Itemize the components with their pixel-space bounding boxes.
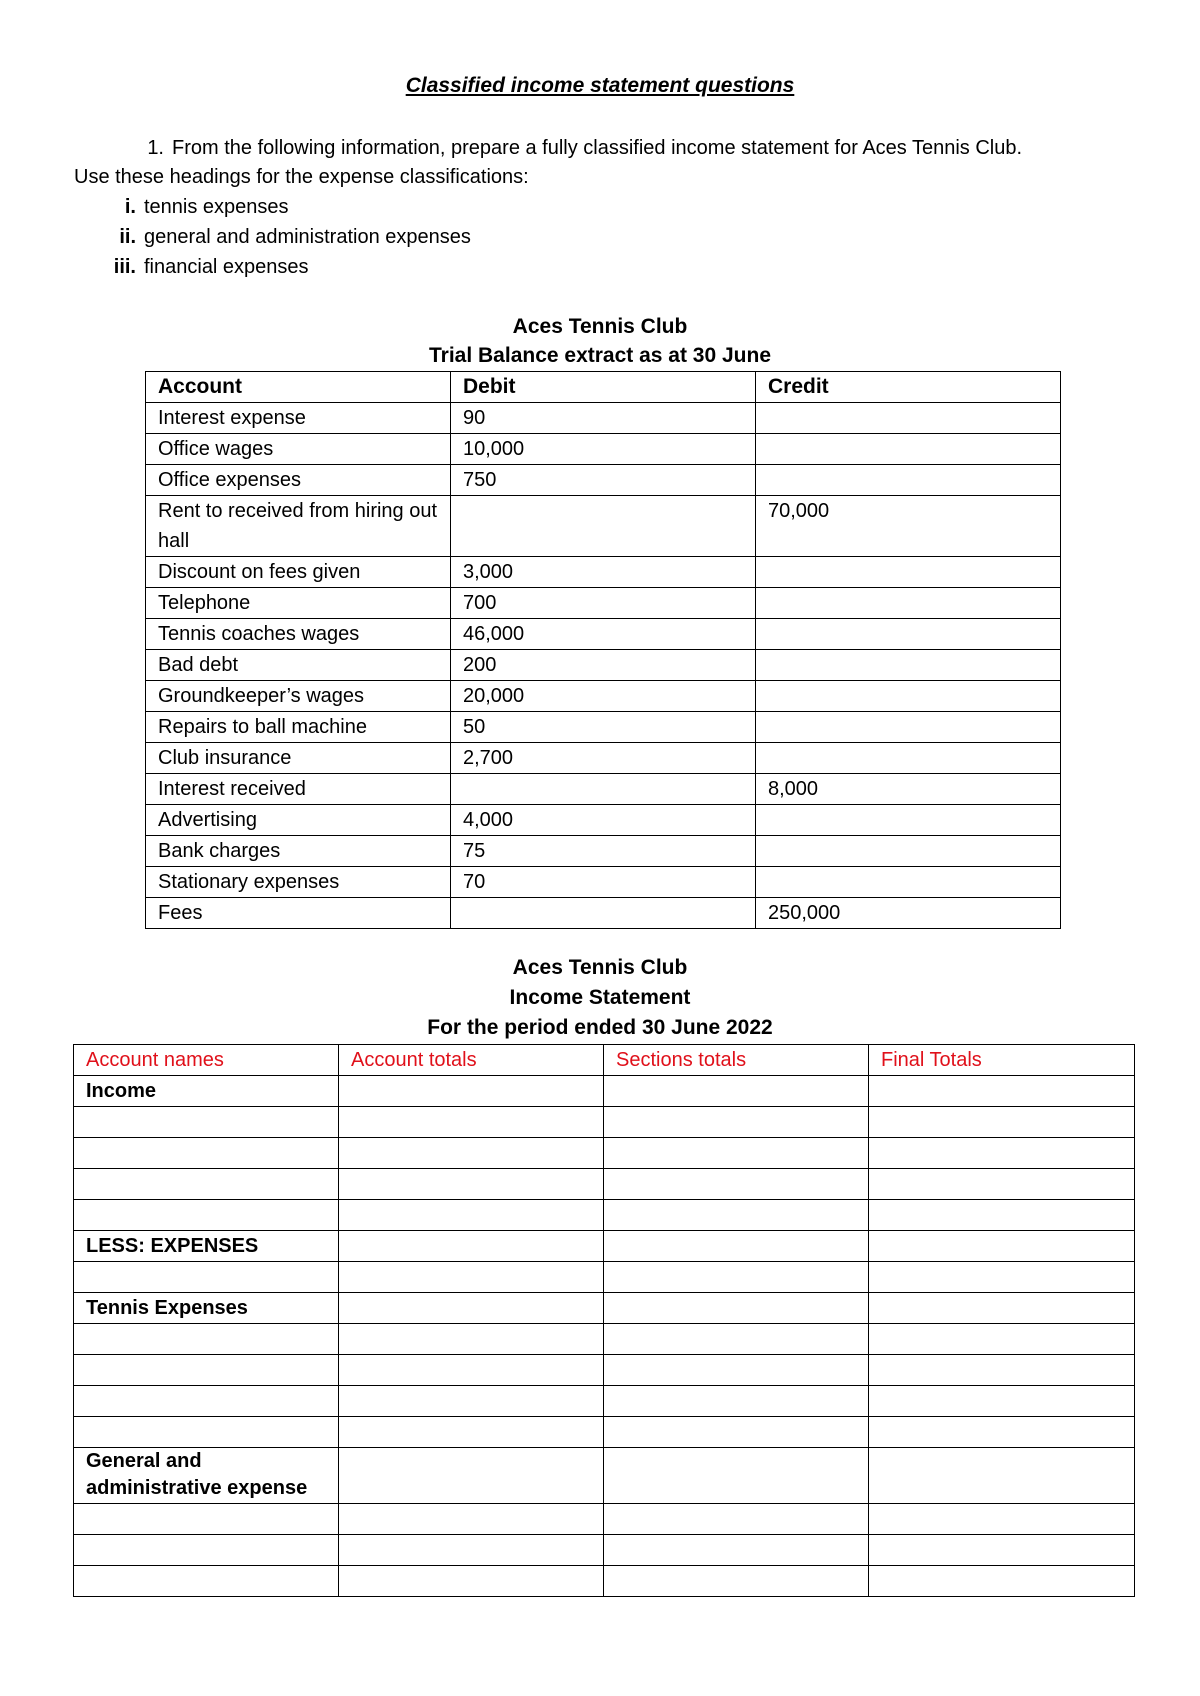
- table-row: [74, 1076, 1135, 1107]
- blank-cell[interactable]: [604, 1324, 869, 1355]
- table-cell: Stationary expenses: [146, 867, 451, 898]
- table-row: [146, 557, 1061, 588]
- table-row: [146, 712, 1061, 743]
- table-cell: Groundkeeper’s wages: [146, 681, 451, 712]
- list-item: [74, 222, 471, 252]
- table-row: [74, 1324, 1135, 1355]
- table-row: [146, 681, 1061, 712]
- table-row: [146, 465, 1061, 496]
- table-cell: 8,000: [756, 774, 1061, 805]
- account-name-cell: [74, 1324, 339, 1355]
- blank-cell[interactable]: [339, 1262, 604, 1293]
- blank-cell[interactable]: [339, 1535, 604, 1566]
- blank-cell[interactable]: [339, 1138, 604, 1169]
- blank-cell[interactable]: [869, 1231, 1135, 1262]
- table-cell: Telephone: [146, 588, 451, 619]
- table-cell: Interest received: [146, 774, 451, 805]
- list-item-text: financial expenses: [144, 256, 309, 278]
- table-cell: [756, 403, 1061, 434]
- table-row: [74, 1355, 1135, 1386]
- table-row: [146, 836, 1061, 867]
- table-cell: [756, 465, 1061, 496]
- blank-cell[interactable]: [604, 1535, 869, 1566]
- blank-cell[interactable]: [869, 1169, 1135, 1200]
- table-row: [146, 496, 1061, 557]
- account-name-cell: Income: [74, 1076, 339, 1107]
- column-header: Sections totals: [604, 1045, 869, 1076]
- account-name-cell: [74, 1107, 339, 1138]
- blank-cell[interactable]: [604, 1200, 869, 1231]
- table-row: [74, 1535, 1135, 1566]
- blank-cell[interactable]: [604, 1417, 869, 1448]
- table-cell: [756, 681, 1061, 712]
- blank-cell[interactable]: [869, 1386, 1135, 1417]
- blank-cell[interactable]: [604, 1355, 869, 1386]
- table-cell: [756, 712, 1061, 743]
- blank-cell[interactable]: [869, 1138, 1135, 1169]
- table-cell: Advertising: [146, 805, 451, 836]
- question-text-line2: Use these headings for the expense classifications:: [74, 166, 529, 188]
- table-row: [146, 619, 1061, 650]
- table-row: [146, 867, 1061, 898]
- account-name-cell: [74, 1504, 339, 1535]
- trial-balance-subheading: Trial Balance extract as at 30 June: [428, 344, 772, 367]
- blank-cell[interactable]: [604, 1262, 869, 1293]
- blank-cell[interactable]: [604, 1293, 869, 1324]
- blank-cell[interactable]: [869, 1107, 1135, 1138]
- table-cell: [451, 774, 756, 805]
- list-marker: ii.: [119, 226, 136, 248]
- table-cell: 200: [451, 650, 756, 681]
- table-header-row: [74, 1045, 1135, 1076]
- page-title: Classified income statement questions: [405, 74, 795, 97]
- table-cell: 75: [451, 836, 756, 867]
- table-cell: 50: [451, 712, 756, 743]
- question-text: From the following information, prepare a fully classified income statement for Aces Tennis Club.: [172, 137, 1023, 159]
- blank-cell[interactable]: [604, 1386, 869, 1417]
- table-row: [146, 743, 1061, 774]
- blank-cell[interactable]: [339, 1324, 604, 1355]
- question-number: 1.: [147, 137, 164, 159]
- list-item-text: general and administration expenses: [144, 226, 471, 248]
- table-row: [74, 1138, 1135, 1169]
- blank-cell[interactable]: [869, 1293, 1135, 1324]
- blank-cell[interactable]: [869, 1076, 1135, 1107]
- table-cell: [756, 557, 1061, 588]
- table-cell: [756, 867, 1061, 898]
- blank-cell[interactable]: [869, 1262, 1135, 1293]
- table-row: [74, 1417, 1135, 1448]
- blank-cell[interactable]: [604, 1448, 869, 1504]
- table-cell: [756, 805, 1061, 836]
- blank-cell[interactable]: [869, 1355, 1135, 1386]
- blank-cell[interactable]: [339, 1566, 604, 1597]
- trial-balance-heading: Aces Tennis Club: [512, 315, 688, 338]
- table-cell: Bank charges: [146, 836, 451, 867]
- table-cell: Rent to received from hiring out hall: [146, 496, 451, 557]
- list-item-text: tennis expenses: [144, 196, 289, 218]
- blank-cell[interactable]: [604, 1231, 869, 1262]
- account-name-cell: [74, 1535, 339, 1566]
- column-header: Debit: [451, 372, 756, 403]
- table-cell: Club insurance: [146, 743, 451, 774]
- account-name-cell: [74, 1200, 339, 1231]
- blank-cell[interactable]: [339, 1355, 604, 1386]
- blank-cell[interactable]: [339, 1200, 604, 1231]
- table-row: [74, 1293, 1135, 1324]
- blank-cell[interactable]: [339, 1169, 604, 1200]
- column-header: Credit: [756, 372, 1061, 403]
- account-name-cell: LESS: EXPENSES: [74, 1231, 339, 1262]
- blank-cell[interactable]: [339, 1231, 604, 1262]
- table-cell: Repairs to ball machine: [146, 712, 451, 743]
- account-name-cell: [74, 1355, 339, 1386]
- question-intro: [74, 134, 1154, 192]
- blank-cell[interactable]: [604, 1504, 869, 1535]
- table-row: [74, 1107, 1135, 1138]
- table-cell: 46,000: [451, 619, 756, 650]
- blank-cell[interactable]: [869, 1324, 1135, 1355]
- table-cell: [756, 619, 1061, 650]
- table-cell: 4,000: [451, 805, 756, 836]
- table-row: [146, 588, 1061, 619]
- table-cell: [451, 496, 756, 557]
- table-row: [74, 1169, 1135, 1200]
- column-header: Account names: [74, 1045, 339, 1076]
- table-cell: 750: [451, 465, 756, 496]
- table-row: [74, 1448, 1135, 1504]
- blank-cell[interactable]: [339, 1107, 604, 1138]
- account-name-cell: [74, 1138, 339, 1169]
- blank-cell[interactable]: [339, 1386, 604, 1417]
- account-name-cell: [74, 1417, 339, 1448]
- blank-cell[interactable]: [604, 1107, 869, 1138]
- blank-cell[interactable]: [604, 1566, 869, 1597]
- table-cell: 20,000: [451, 681, 756, 712]
- table-cell: 700: [451, 588, 756, 619]
- table-row: [146, 650, 1061, 681]
- table-row: [146, 434, 1061, 465]
- table-row: [146, 898, 1061, 929]
- table-row: [74, 1200, 1135, 1231]
- blank-cell[interactable]: [869, 1417, 1135, 1448]
- table-cell: 250,000: [756, 898, 1061, 929]
- blank-cell[interactable]: [604, 1169, 869, 1200]
- table-cell: 2,700: [451, 743, 756, 774]
- income-statement-period: For the period ended 30 June 2022: [427, 1016, 773, 1039]
- column-header: Account totals: [339, 1045, 604, 1076]
- list-marker: iii.: [113, 256, 136, 278]
- table-row: [74, 1504, 1135, 1535]
- list-item: [74, 192, 471, 222]
- table-cell: [756, 743, 1061, 774]
- account-name-cell: General and administrative expense: [74, 1448, 339, 1504]
- column-header: Final Totals: [869, 1045, 1135, 1076]
- table-row: [74, 1231, 1135, 1262]
- account-name-cell: [74, 1169, 339, 1200]
- account-name-cell: [74, 1566, 339, 1597]
- blank-cell[interactable]: [339, 1293, 604, 1324]
- table-cell: 90: [451, 403, 756, 434]
- table-cell: [756, 836, 1061, 867]
- table-cell: Interest expense: [146, 403, 451, 434]
- table-row: [74, 1386, 1135, 1417]
- table-cell: Office expenses: [146, 465, 451, 496]
- table-cell: Tennis coaches wages: [146, 619, 451, 650]
- account-name-cell: Tennis Expenses: [74, 1293, 339, 1324]
- list-marker: i.: [124, 196, 136, 218]
- table-cell: 10,000: [451, 434, 756, 465]
- table-cell: 70,000: [756, 496, 1061, 557]
- expense-classification-list: [74, 192, 471, 282]
- table-row: [146, 805, 1061, 836]
- blank-cell[interactable]: [869, 1535, 1135, 1566]
- blank-cell[interactable]: [869, 1566, 1135, 1597]
- list-item: [74, 252, 471, 282]
- blank-cell[interactable]: [869, 1200, 1135, 1231]
- table-cell: 70: [451, 867, 756, 898]
- account-name-cell: [74, 1386, 339, 1417]
- table-row: [146, 774, 1061, 805]
- table-cell: Office wages: [146, 434, 451, 465]
- blank-cell[interactable]: [604, 1076, 869, 1107]
- blank-cell[interactable]: [339, 1504, 604, 1535]
- table-cell: [756, 588, 1061, 619]
- table-cell: Bad debt: [146, 650, 451, 681]
- blank-cell[interactable]: [869, 1504, 1135, 1535]
- income-statement-subheading: Income Statement: [509, 986, 691, 1009]
- table-cell: [756, 650, 1061, 681]
- blank-cell[interactable]: [339, 1417, 604, 1448]
- income-statement-table: [73, 1044, 1135, 1597]
- table-row: [74, 1262, 1135, 1293]
- blank-cell[interactable]: [604, 1138, 869, 1169]
- trial-balance-table: [145, 371, 1061, 929]
- income-statement-heading: Aces Tennis Club: [512, 956, 688, 979]
- table-row: [146, 403, 1061, 434]
- table-cell: Fees: [146, 898, 451, 929]
- table-cell: 3,000: [451, 557, 756, 588]
- table-row: [74, 1566, 1135, 1597]
- column-header: Account: [146, 372, 451, 403]
- table-cell: [756, 434, 1061, 465]
- table-header-row: [146, 372, 1061, 403]
- blank-cell[interactable]: [339, 1076, 604, 1107]
- account-name-cell: [74, 1262, 339, 1293]
- table-cell: [451, 898, 756, 929]
- table-cell: Discount on fees given: [146, 557, 451, 588]
- blank-cell[interactable]: [869, 1448, 1135, 1504]
- blank-cell[interactable]: [339, 1448, 604, 1504]
